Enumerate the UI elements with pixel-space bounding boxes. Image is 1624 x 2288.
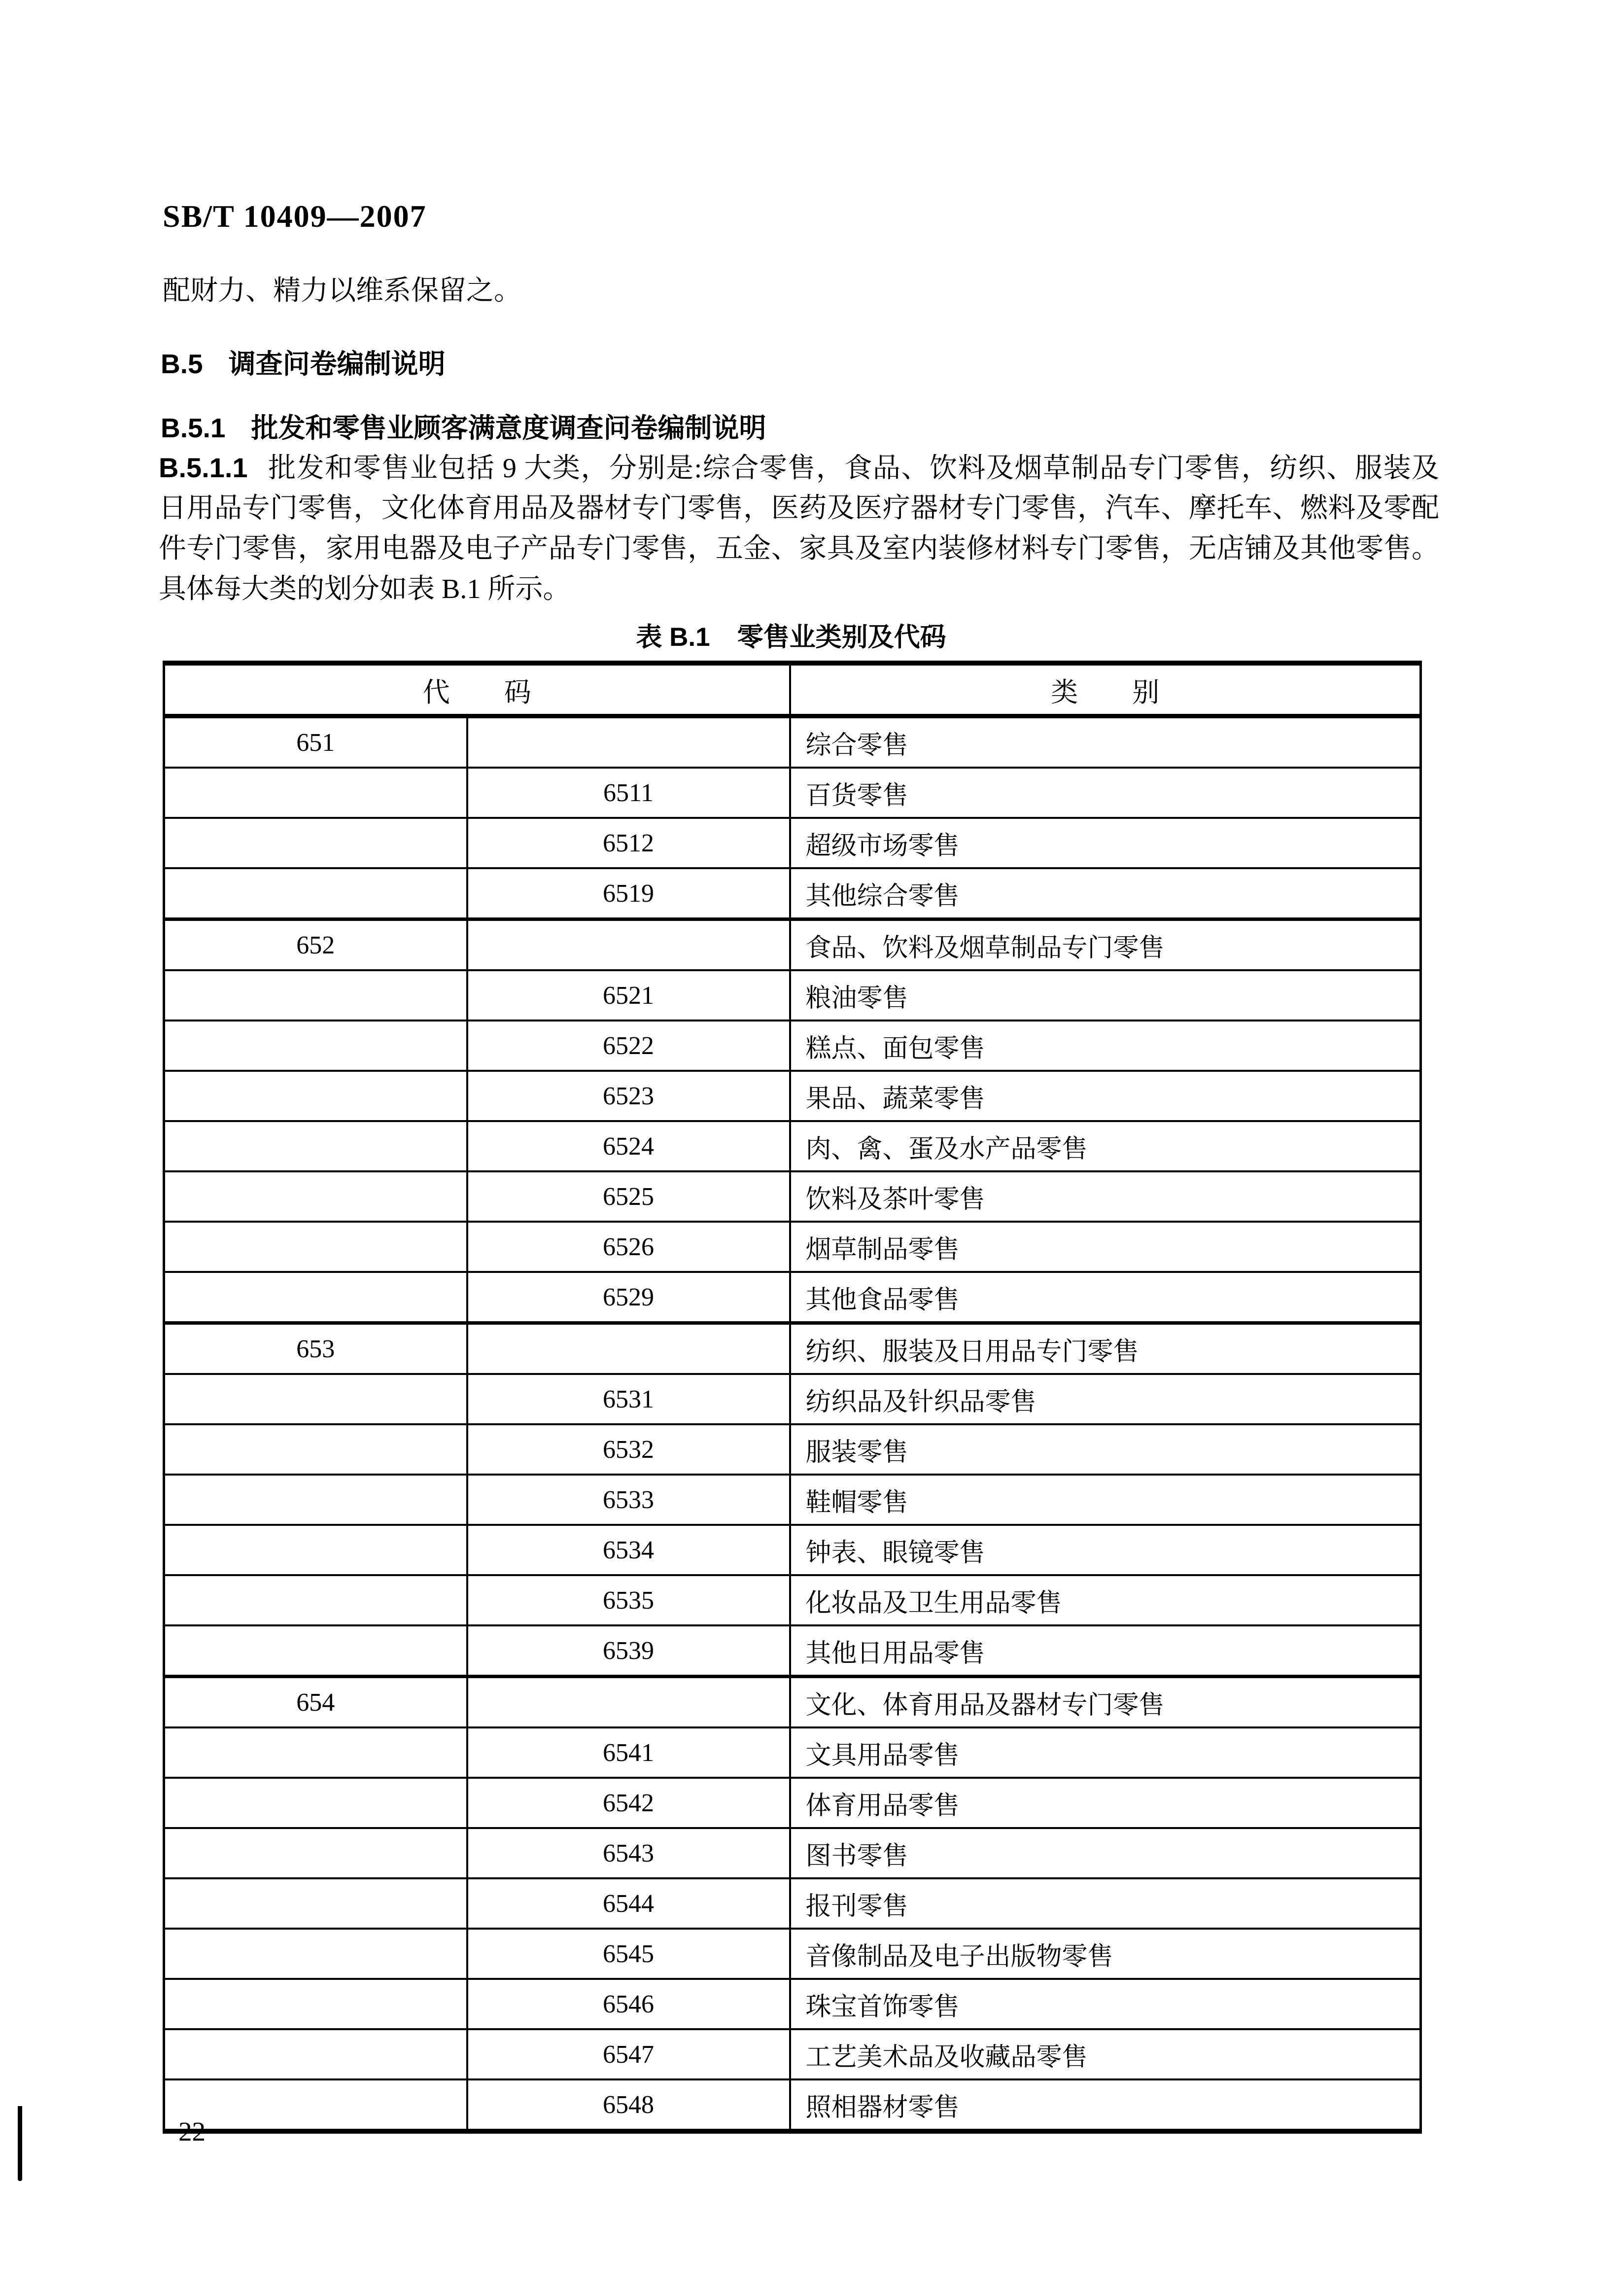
- code-minor-cell: 6539: [467, 1625, 790, 1677]
- table-row: [164, 1323, 1421, 1374]
- code-major-cell: [164, 2029, 467, 2079]
- code-minor-cell: 6532: [467, 1424, 790, 1475]
- table-row: [164, 970, 1421, 1021]
- table-row: [164, 716, 1421, 768]
- category-cell: 食品、饮料及烟草制品专门零售: [790, 919, 1421, 971]
- category-cell: 果品、蔬菜零售: [790, 1071, 1421, 1121]
- clause-b511-paragraph: [159, 451, 1439, 612]
- code-minor-cell: 6533: [467, 1475, 790, 1525]
- category-cell: 综合零售: [790, 716, 1421, 768]
- code-major-cell: [164, 868, 467, 919]
- table-row: [164, 2029, 1421, 2079]
- code-minor-cell: 6547: [467, 2029, 790, 2079]
- table-caption-title: 零售业类别及代码: [737, 623, 946, 652]
- code-minor-cell: 6529: [467, 1272, 790, 1323]
- paragraph-line: 件专门零售，家用电器及电子产品专门零售，五金、家具及室内装修材料专门零售，无店铺及其他零售。: [159, 533, 1439, 564]
- heading-b5: [161, 342, 446, 381]
- category-cell: 文具用品零售: [790, 1727, 1421, 1778]
- code-minor-cell: 6535: [467, 1575, 790, 1625]
- code-major-cell: [164, 1121, 467, 1171]
- code-major-cell: 654: [164, 1677, 467, 1728]
- code-major-cell: [164, 970, 467, 1021]
- category-cell: 工艺美术品及收藏品零售: [790, 2029, 1421, 2079]
- code-minor-cell: 6519: [467, 868, 790, 919]
- code-major-cell: [164, 1575, 467, 1625]
- category-cell: 其他食品零售: [790, 1272, 1421, 1323]
- category-cell: 珠宝首饰零售: [790, 1979, 1421, 2029]
- table-row: [164, 1828, 1421, 1878]
- category-cell: 纺织品及针织品零售: [790, 1374, 1421, 1424]
- code-major-cell: [164, 1778, 467, 1828]
- category-cell: 其他日用品零售: [790, 1625, 1421, 1677]
- code-minor-cell: 6531: [467, 1374, 790, 1424]
- table-row: [164, 1727, 1421, 1778]
- table-row: [164, 1677, 1421, 1728]
- page-number: 22: [178, 2116, 206, 2147]
- category-cell: 鞋帽零售: [790, 1475, 1421, 1525]
- table-row: [164, 768, 1421, 818]
- table-row: [164, 1171, 1421, 1222]
- category-cell: 粮油零售: [790, 970, 1421, 1021]
- code-major-cell: [164, 1475, 467, 1525]
- clause-number: B.5.1: [161, 413, 226, 443]
- carryover-paragraph-line: 配财力、精力以维系保留之。: [163, 276, 521, 306]
- code-major-cell: [164, 1222, 467, 1272]
- category-cell: 图书零售: [790, 1828, 1421, 1878]
- code-minor-cell: 6548: [467, 2079, 790, 2131]
- category-cell: 肉、禽、蛋及水产品零售: [790, 1121, 1421, 1171]
- code-major-cell: [164, 2079, 467, 2131]
- code-major-cell: 651: [164, 716, 467, 768]
- code-major-cell: [164, 1828, 467, 1878]
- code-minor-cell: [467, 1677, 790, 1728]
- paragraph-line: [159, 451, 1439, 491]
- code-minor-cell: 6526: [467, 1222, 790, 1272]
- category-cell: 文化、体育用品及器材专门零售: [790, 1677, 1421, 1728]
- table-row: [164, 1121, 1421, 1171]
- table-row: [164, 1575, 1421, 1625]
- category-cell: 照相器材零售: [790, 2079, 1421, 2131]
- clause-number: B.5: [161, 349, 203, 379]
- table-row: [164, 1475, 1421, 1525]
- code-major-cell: [164, 1929, 467, 1979]
- paragraph-line: 具体每大类的划分如表 B.1 所示。: [159, 574, 571, 604]
- table-row: [164, 868, 1421, 919]
- table-row: [164, 2079, 1421, 2131]
- clause-title: 批发和零售业顾客满意度调查问卷编制说明: [251, 413, 766, 443]
- table-caption: [163, 616, 1419, 654]
- code-major-cell: [164, 1374, 467, 1424]
- table-row: [164, 1071, 1421, 1121]
- code-minor-cell: 6543: [467, 1828, 790, 1878]
- table-row: [164, 1021, 1421, 1071]
- code-minor-cell: [467, 919, 790, 971]
- table-row: [164, 1222, 1421, 1272]
- clause-number: B.5.1.1: [159, 452, 248, 483]
- category-cell: 饮料及茶叶零售: [790, 1171, 1421, 1222]
- code-major-cell: [164, 1878, 467, 1929]
- code-major-cell: 653: [164, 1323, 467, 1374]
- code-minor-cell: 6522: [467, 1021, 790, 1071]
- table-body: [164, 716, 1421, 2132]
- code-major-cell: [164, 768, 467, 818]
- code-minor-cell: 6521: [467, 970, 790, 1021]
- code-minor-cell: [467, 1323, 790, 1374]
- table-row: [164, 1374, 1421, 1424]
- paragraph-line: 日用品专门零售，文化体育用品及器材专门零售，医药及医疗器材专门零售，汽车、摩托车、燃料及零配: [159, 493, 1439, 524]
- table-caption-label: 表 B.1: [636, 623, 710, 652]
- category-cell: 钟表、眼镜零售: [790, 1525, 1421, 1575]
- code-minor-cell: 6511: [467, 768, 790, 818]
- code-column-header: 代 码: [164, 663, 790, 716]
- category-cell: 糕点、面包零售: [790, 1021, 1421, 1071]
- code-major-cell: [164, 1272, 467, 1323]
- category-cell: 服装零售: [790, 1424, 1421, 1475]
- table-row: [164, 1878, 1421, 1929]
- code-major-cell: [164, 1424, 467, 1475]
- table-row: [164, 1979, 1421, 2029]
- table-header-row: [164, 663, 1421, 716]
- code-minor-cell: 6541: [467, 1727, 790, 1778]
- table-row: [164, 1424, 1421, 1475]
- scan-artifact-mark: [18, 2106, 22, 2181]
- table-row: [164, 1929, 1421, 1979]
- code-minor-cell: 6525: [467, 1171, 790, 1222]
- category-cell: 百货零售: [790, 768, 1421, 818]
- paragraph-text: 批发和零售业包括 9 大类，分别是:综合零售，食品、饮料及烟草制品专门零售，纺织、服装及: [267, 453, 1439, 484]
- code-minor-cell: 6542: [467, 1778, 790, 1828]
- code-major-cell: [164, 1727, 467, 1778]
- code-major-cell: [164, 818, 467, 868]
- code-major-cell: [164, 1625, 467, 1677]
- code-minor-cell: 6546: [467, 1979, 790, 2029]
- table-row: [164, 1625, 1421, 1677]
- code-minor-cell: 6545: [467, 1929, 790, 1979]
- category-cell: 体育用品零售: [790, 1778, 1421, 1828]
- heading-b51: [161, 406, 766, 445]
- standard-code-header: SB/T 10409—2007: [163, 199, 427, 234]
- table-row: [164, 919, 1421, 971]
- category-cell: 烟草制品零售: [790, 1222, 1421, 1272]
- category-cell: 音像制品及电子出版物零售: [790, 1929, 1421, 1979]
- code-major-cell: [164, 1071, 467, 1121]
- category-cell: 超级市场零售: [790, 818, 1421, 868]
- clause-title: 调查问卷编制说明: [228, 349, 446, 379]
- code-minor-cell: 6523: [467, 1071, 790, 1121]
- category-cell: 化妆品及卫生用品零售: [790, 1575, 1421, 1625]
- table-row: [164, 1525, 1421, 1575]
- category-cell: 纺织、服装及日用品专门零售: [790, 1323, 1421, 1374]
- code-minor-cell: 6512: [467, 818, 790, 868]
- code-major-cell: [164, 1021, 467, 1071]
- category-cell: 其他综合零售: [790, 868, 1421, 919]
- retail-category-table: [163, 661, 1422, 2134]
- code-major-cell: [164, 1979, 467, 2029]
- code-major-cell: 652: [164, 919, 467, 971]
- table-row: [164, 818, 1421, 868]
- code-major-cell: [164, 1171, 467, 1222]
- code-major-cell: [164, 1525, 467, 1575]
- code-minor-cell: 6544: [467, 1878, 790, 1929]
- category-column-header: 类 别: [790, 663, 1421, 716]
- table-row: [164, 1272, 1421, 1323]
- category-cell: 报刊零售: [790, 1878, 1421, 1929]
- code-minor-cell: 6524: [467, 1121, 790, 1171]
- table-row: [164, 1778, 1421, 1828]
- code-minor-cell: 6534: [467, 1525, 790, 1575]
- code-minor-cell: [467, 716, 790, 768]
